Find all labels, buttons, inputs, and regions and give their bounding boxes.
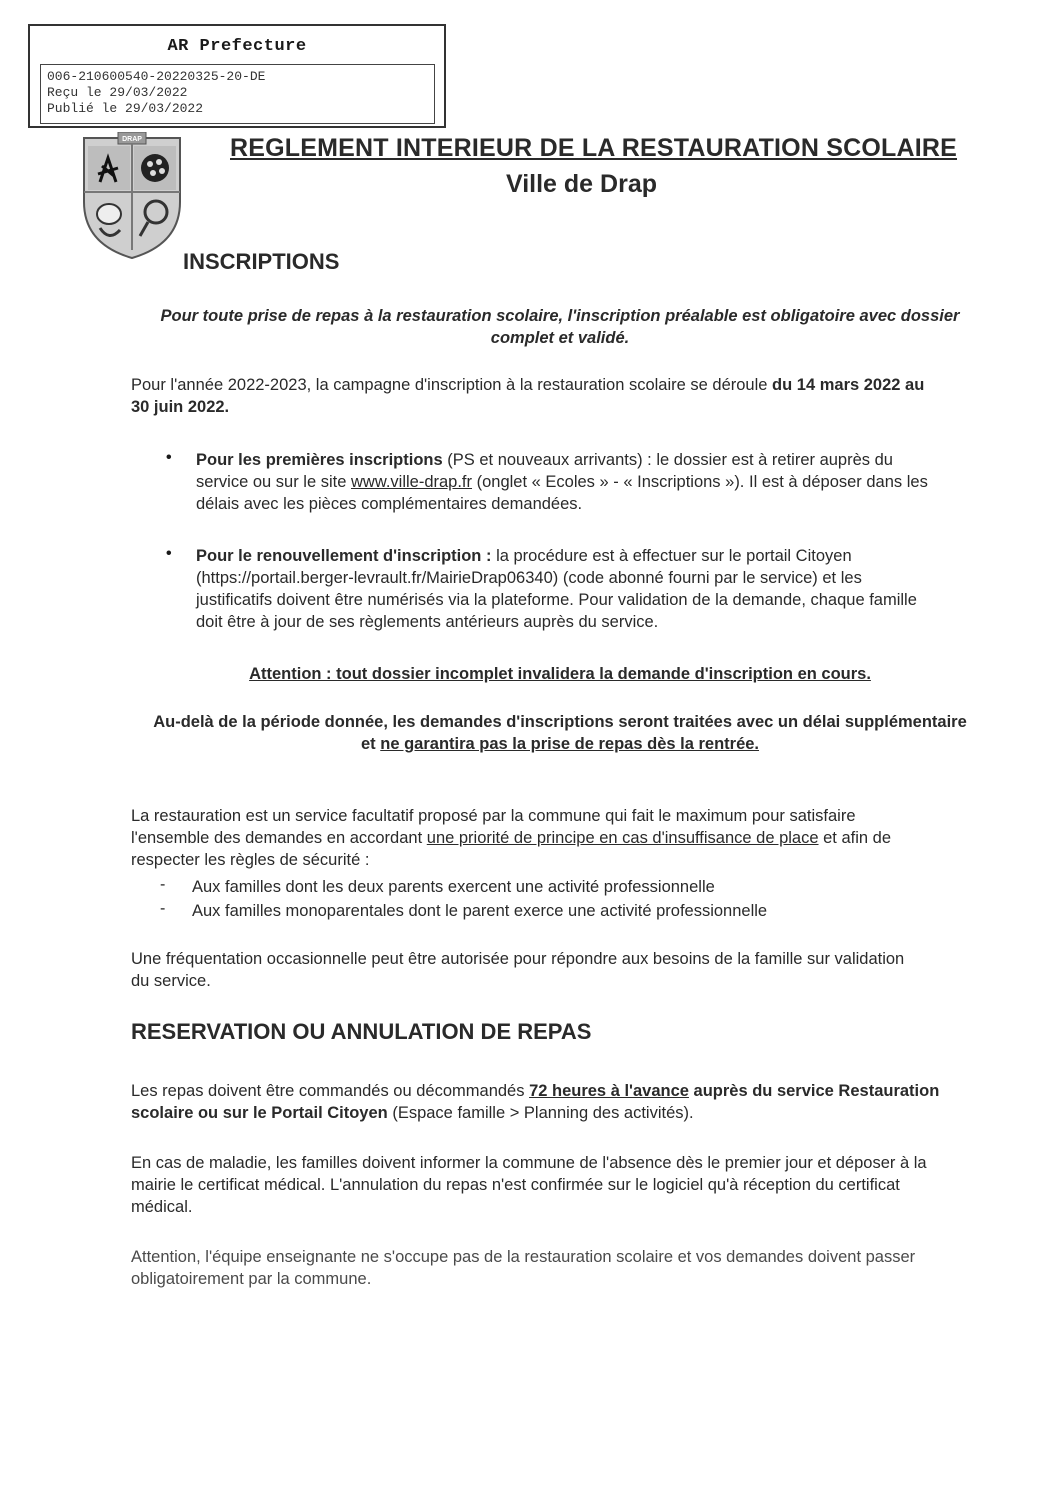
first-text-1: (PS et nouveaux arrivants) : le dossier est à retirer auprès du [442, 451, 893, 469]
stamp-id: 006-210600540-20220325-20-DE [47, 69, 266, 84]
advance-notice: 72 heures à l'avance [529, 1082, 689, 1100]
first-line-3: délais avec les pièces complémentaires demandées. [196, 495, 583, 513]
renewal-line-4: doit être à jour de ses règlements antérieurs auprès du service. [196, 613, 659, 631]
occasional-line-2: du service. [131, 972, 211, 990]
first-line-1 [196, 449, 1016, 471]
renewal-line-3: justificatifs doivent être numérisés via la plateforme. Pour validation de la demande, chaque famille [196, 591, 917, 609]
reservation-heading: RESERVATION OU ANNULATION DE REPAS [131, 1019, 592, 1044]
beyond-line-2 [100, 733, 1020, 755]
teachers-line-1: Attention, l'équipe enseignante ne s'occupe pas de la restauration scolaire et vos demandes doivent passer [131, 1248, 916, 1266]
dash-marker: - [160, 876, 166, 893]
reservation-line-2 [131, 1102, 1011, 1124]
beyond-warning: ne garantira pas la prise de repas dès la rentrée. [380, 735, 760, 753]
renewal-item [196, 545, 1016, 633]
renewal-line-1 [196, 545, 1016, 567]
reservation-paragraph [131, 1080, 1011, 1124]
optional-service-paragraph [131, 805, 1011, 871]
intro-paragraph [100, 305, 1020, 349]
crest-label: DRAP [122, 136, 142, 143]
stamp-received: Reçu le 29/03/2022 [47, 85, 188, 100]
dash-marker: - [160, 900, 166, 917]
reservation-text-2a: scolaire ou sur le Portail Citoyen [131, 1104, 388, 1122]
document-title: REGLEMENT INTERIEUR DE LA RESTAURATION SCOLAIRE [230, 134, 958, 162]
campaign-start-date: du 14 mars 2022 au [772, 376, 925, 394]
illness-line-2: mairie le certificat médical. L'annulation du repas n'est confirmée sur le logiciel qu'à réception du certificat [131, 1176, 900, 1194]
beyond-line-1: Au-delà de la période donnée, les demandes d'inscriptions seront traitées avec un délai supplémentaire [153, 713, 967, 731]
priority-item: Aux familles monoparentales dont le parent exerce une activité professionnelle [192, 902, 768, 920]
prefecture-stamp [28, 24, 446, 128]
reservation-text-1c: auprès du service Restauration [688, 1082, 940, 1100]
campaign-text: Pour l'année 2022-2023, la campagne d'inscription à la restauration scolaire se déroule [131, 376, 773, 394]
website-link[interactable]: www.ville-drap.fr [350, 473, 473, 491]
attention-notice: Attention : tout dossier incomplet invalidera la demande d'inscription en cours. [249, 665, 871, 683]
town-crest-logo [80, 132, 184, 260]
campaign-end-date: 30 juin 2022. [131, 398, 230, 416]
beyond-period-paragraph [100, 711, 1020, 755]
first-label: Pour les premières inscriptions [196, 451, 443, 469]
renewal-text-1: la procédure est à effectuer sur le portail Citoyen [491, 547, 852, 565]
campaign-paragraph [131, 374, 1011, 418]
teachers-paragraph [131, 1246, 1011, 1290]
bullet-marker: • [166, 545, 172, 562]
first-inscriptions-item [196, 449, 1016, 515]
document-subtitle: Ville de Drap [506, 170, 657, 198]
first-text-2a: service ou sur le site [196, 473, 351, 491]
stamp-title: AR Prefecture [167, 37, 307, 56]
priority-principle: une priorité de principe en cas d'insuffisance de place [426, 829, 819, 847]
teachers-line-2: obligatoirement par la commune. [131, 1270, 372, 1288]
occasional-line-1: Une fréquentation occasionnelle peut être autorisée pour répondre aux besoins de la famille sur validation [131, 950, 905, 968]
first-text-2b: (onglet « Ecoles » - « Inscriptions »). Il est à déposer dans les [472, 473, 928, 491]
priority-item: Aux familles dont les deux parents exercent une activité professionnelle [192, 878, 715, 896]
beyond-text-2a: et [360, 735, 381, 753]
intro-line-2: complet et validé. [490, 329, 630, 347]
optional-line-1: La restauration est un service facultatif proposé par la commune qui fait le maximum pour satisfaire [131, 807, 856, 825]
reservation-text-2b: (Espace famille > Planning des activités). [387, 1104, 694, 1122]
optional-text-2c: et afin de [818, 829, 892, 847]
renewal-label: Pour le renouvellement d'inscription : [196, 547, 492, 565]
optional-line-3: respecter les règles de sécurité : [131, 851, 370, 869]
stamp-details [40, 64, 435, 124]
optional-line-2 [131, 827, 1011, 849]
reservation-text-1a: Les repas doivent être commandés ou décommandés [131, 1082, 530, 1100]
illness-line-1: En cas de maladie, les familles doivent informer la commune de l'absence dès le premier jour et déposer à la [131, 1154, 927, 1172]
inscriptions-heading: INSCRIPTIONS [183, 249, 340, 274]
illness-paragraph [131, 1152, 1011, 1218]
renewal-line-2: (https://portail.berger-levrault.fr/MairieDrap06340) (code abonné fourni par le service) et les [196, 569, 862, 587]
optional-text-2a: l'ensemble des demandes en accordant [131, 829, 427, 847]
first-line-2 [196, 471, 1016, 493]
occasional-paragraph [131, 948, 1011, 992]
bullet-marker: • [166, 449, 172, 466]
illness-line-3: médical. [131, 1198, 193, 1216]
campaign-line-1 [131, 374, 1011, 396]
stamp-published: Publié le 29/03/2022 [47, 101, 204, 116]
intro-line-1: Pour toute prise de repas à la restauration scolaire, l'inscription préalable est obligatoire avec dossier [160, 307, 960, 325]
reservation-line-1 [131, 1080, 1011, 1102]
